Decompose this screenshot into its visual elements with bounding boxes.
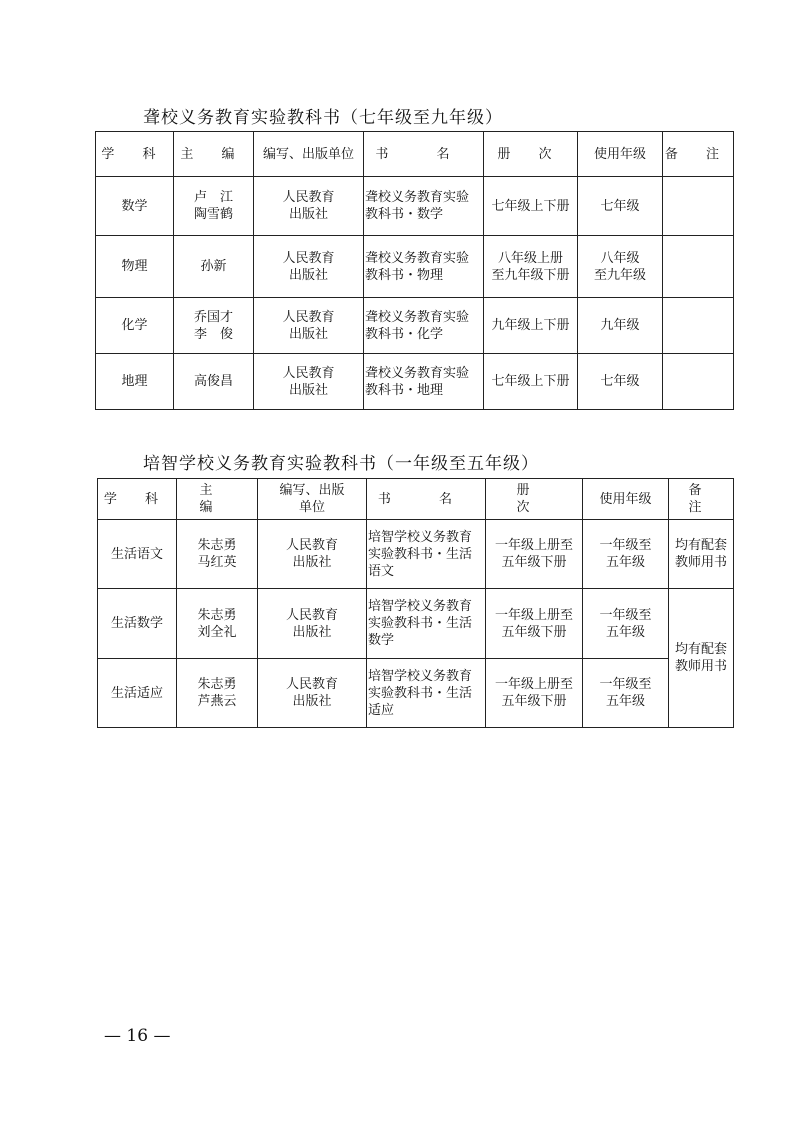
header-publisher: 编写、出版单位 [254,132,364,177]
cell-volume: 一年级上册至 五年级下册 [486,659,583,728]
table-row [98,659,734,728]
cell-note [663,236,734,298]
cell-publisher: 人民教育 出版社 [254,236,364,298]
header-book: 书 名 [367,479,486,520]
cell-publisher: 人民教育 出版社 [258,659,367,728]
cell-note [663,298,734,354]
cell-publisher: 人民教育 出版社 [254,354,364,410]
cell-editor: 孙新 [174,236,254,298]
cell-note [663,177,734,236]
cell-editor: 高俊昌 [174,354,254,410]
cell-volume: 一年级上册至 五年级下册 [486,520,583,589]
cell-volume: 九年级上下册 [484,298,578,354]
cell-volume: 一年级上册至 五年级下册 [486,589,583,659]
header-subject: 学 科 [96,132,174,177]
header-editor: 主 编 [177,479,258,520]
cell-subject: 数学 [96,177,174,236]
header-volume: 册 次 [486,479,583,520]
header-note: 备 注 [669,479,734,520]
cell-grade: 七年级 [578,354,663,410]
table-deaf-school-textbooks [95,131,734,410]
cell-book: 培智学校义务教育 实验教科书・生活 语文 [367,520,486,589]
table-row [96,236,734,298]
cell-grade: 七年级 [578,177,663,236]
cell-publisher: 人民教育 出版社 [258,589,367,659]
table1-title: 聋校义务教育实验教科书（七年级至九年级） [143,108,503,128]
cell-book: 聋校义务教育实验 教科书・地理 [364,354,484,410]
cell-note: 均有配套 教师用书 [669,520,734,589]
cell-publisher: 人民教育 出版社 [254,298,364,354]
cell-editor: 卢 江 陶雪鹤 [174,177,254,236]
table-intellectual-school-textbooks [97,478,734,728]
table-row [96,354,734,410]
cell-grade: 一年级至 五年级 [583,589,669,659]
cell-note: 均有配套 教师用书 [669,589,734,728]
table2-title: 培智学校义务教育实验教科书（一年级至五年级） [143,454,539,474]
table-row [96,177,734,236]
header-subject: 学 科 [98,479,177,520]
cell-grade: 八年级 至九年级 [578,236,663,298]
table-row [96,298,734,354]
cell-book: 培智学校义务教育 实验教科书・生活 适应 [367,659,486,728]
cell-subject: 生活语文 [98,520,177,589]
header-editor: 主 编 [174,132,254,177]
cell-book: 聋校义务教育实验 教科书・数学 [364,177,484,236]
cell-subject: 化学 [96,298,174,354]
header-publisher: 编写、出版 单位 [258,479,367,520]
cell-editor: 朱志勇 芦燕云 [177,659,258,728]
cell-subject: 生活适应 [98,659,177,728]
header-note: 备 注 [663,132,734,177]
cell-volume: 八年级上册 至九年级下册 [484,236,578,298]
cell-volume: 七年级上下册 [484,354,578,410]
cell-editor: 乔国才 李 俊 [174,298,254,354]
cell-subject: 生活数学 [98,589,177,659]
header-book: 书 名 [364,132,484,177]
cell-editor: 朱志勇 马红英 [177,520,258,589]
table-row [98,520,734,589]
cell-editor: 朱志勇 刘全礼 [177,589,258,659]
page-number: — 16 — [104,1026,171,1046]
cell-publisher: 人民教育 出版社 [258,520,367,589]
cell-publisher: 人民教育 出版社 [254,177,364,236]
cell-grade: 一年级至 五年级 [583,520,669,589]
table-row [98,589,734,659]
cell-book: 聋校义务教育实验 教科书・物理 [364,236,484,298]
table2-header-row [98,479,734,520]
cell-subject: 地理 [96,354,174,410]
cell-book: 聋校义务教育实验 教科书・化学 [364,298,484,354]
cell-book: 培智学校义务教育 实验教科书・生活 数学 [367,589,486,659]
header-volume: 册 次 [484,132,578,177]
table1-header-row [96,132,734,177]
cell-subject: 物理 [96,236,174,298]
cell-grade: 九年级 [578,298,663,354]
header-grade: 使用年级 [578,132,663,177]
cell-note [663,354,734,410]
header-grade: 使用年级 [583,479,669,520]
cell-volume: 七年级上下册 [484,177,578,236]
cell-grade: 一年级至 五年级 [583,659,669,728]
